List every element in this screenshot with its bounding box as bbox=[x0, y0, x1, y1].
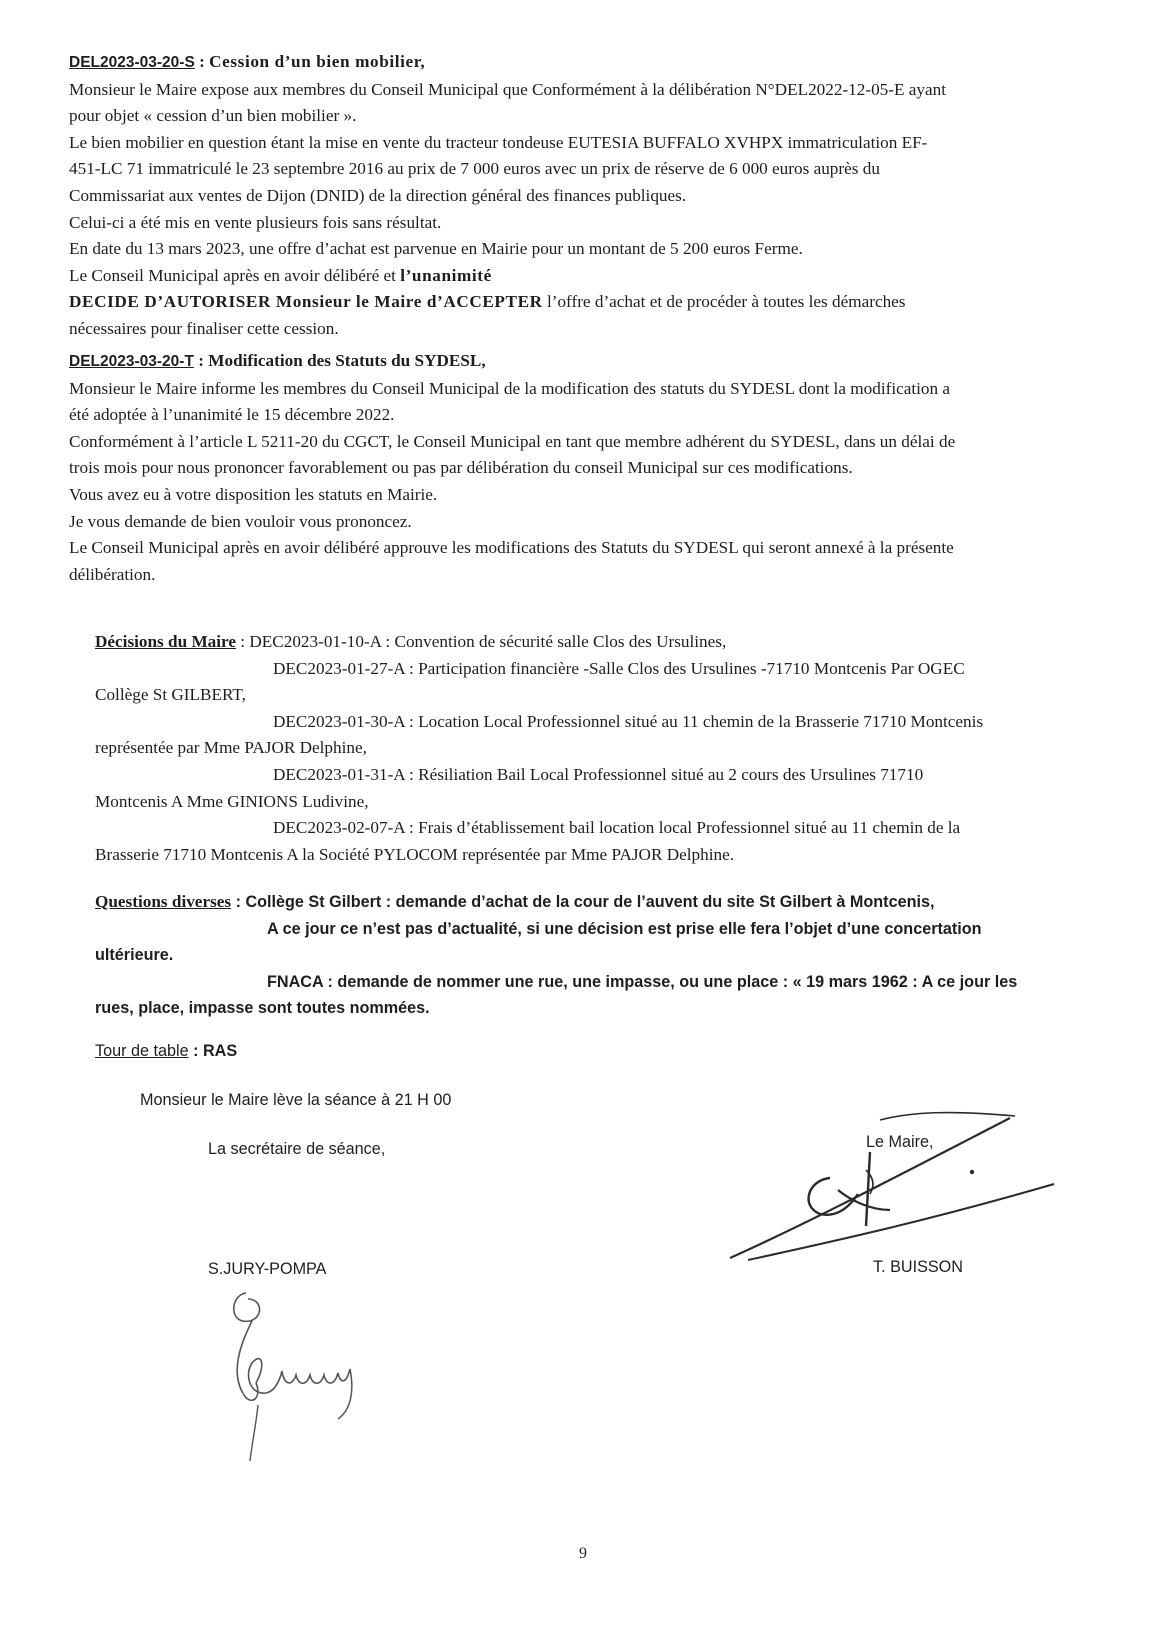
vote-line: Le Conseil Municipal après en avoir délibéré et l’unanimité bbox=[69, 265, 492, 285]
deliberation-code: DEL2023-03-20-S bbox=[69, 54, 195, 71]
question-line: Questions diverses : Collège St Gilbert : demande d’achat de la cour de l’auvent du site St Gilbert à Montcenis, bbox=[95, 892, 935, 911]
body-line: Monsieur le Maire expose aux membres du Conseil Municipal que Conformément à la délibération N°DEL2022-12-05-E ayant bbox=[69, 79, 946, 99]
deliberation-code: DEL2023-03-20-T bbox=[69, 353, 194, 370]
body-line: Celui-ci a été mis en vente plusieurs fois sans résultat. bbox=[69, 212, 442, 232]
secretary-title: La secrétaire de séance, bbox=[208, 1140, 386, 1158]
body-line: Vous avez eu à votre disposition les statuts en Mairie. bbox=[69, 484, 438, 504]
body-line: trois mois pour nous prononcer favorablement ou pas par délibération du conseil Municipal sur ces modifications. bbox=[69, 458, 853, 478]
decision-item: DEC2023-01-27-A : Participation financière -Salle Clos des Ursulines -71710 Montcenis Par OGEC bbox=[273, 658, 965, 678]
decisions-label: Décisions du Maire bbox=[95, 632, 236, 651]
decision-item-cont: Collège St GILBERT, bbox=[95, 685, 246, 705]
body-line: été adoptée à l’unanimité le 15 décembre 2022. bbox=[69, 405, 395, 425]
secretary-name: S.JURY-POMPA bbox=[208, 1260, 327, 1278]
body-line: Le Conseil Municipal après en avoir délibéré approuve les modifications des Statuts du SYDESL qui seront annexé à la présente bbox=[69, 538, 954, 558]
body-line: pour objet « cession d’un bien mobilier ». bbox=[69, 106, 357, 126]
decision-bold: DECIDE D’AUTORISER Monsieur le Maire d’ACCEPTER bbox=[69, 292, 543, 312]
body-line: Le bien mobilier en question étant la mise en vente du tracteur tondeuse EUTESIA BUFFALO XVHPX immatriculation EF- bbox=[69, 132, 928, 152]
deliberation-heading: DEL2023-03-20-T : Modification des Statuts du SYDESL, bbox=[69, 351, 486, 370]
decision-item-cont: représentée par Mme PAJOR Delphine, bbox=[95, 738, 367, 758]
deliberation-title: Cession d’un bien mobilier, bbox=[209, 52, 426, 71]
decision-item-cont: Brasserie 71710 Montcenis A la Société PYLOCOM représentée par Mme PAJOR Delphine. bbox=[95, 844, 735, 864]
page-number: 9 bbox=[579, 1545, 587, 1562]
body-line: délibération. bbox=[69, 564, 156, 584]
body-line: En date du 13 mars 2023, une offre d’achat est parvenue en Mairie pour un montant de 5 200 euros Ferme. bbox=[69, 239, 803, 259]
body-line: Je vous demande de bien vouloir vous prononcez. bbox=[69, 511, 412, 531]
vote-result: l’unanimité bbox=[400, 265, 492, 285]
tour-de-table-value: : RAS bbox=[188, 1042, 238, 1060]
body-line: Monsieur le Maire informe les membres du Conseil Municipal de la modification des statuts du SYDESL dont la modification a bbox=[69, 378, 951, 398]
body-line: Commissariat aux ventes de Dijon (DNID) de la direction général des finances publiques. bbox=[69, 185, 687, 205]
body-line: Conformément à l’article L 5211-20 du CGCT, le Conseil Municipal en tant que membre adhérent du SYDESL, dans un délai de bbox=[69, 431, 956, 451]
questions-diverses bbox=[95, 889, 1095, 1022]
deliberation-statuts bbox=[69, 348, 1109, 588]
secretary-signature bbox=[222, 1285, 372, 1465]
deliberation-heading: DEL2023-03-20-S : Cession d’un bien mobilier, bbox=[69, 52, 426, 71]
deliberation-cession bbox=[69, 49, 1109, 343]
answer-line-cont: ultérieure. bbox=[95, 946, 174, 965]
decision-item-cont: Montcenis A Mme GINIONS Ludivine, bbox=[95, 791, 369, 811]
closing-line: Monsieur le Maire lève la séance à 21 H 00 bbox=[140, 1091, 452, 1109]
tour-de-table-label: Tour de table bbox=[95, 1042, 189, 1060]
mayor-signature bbox=[720, 1110, 1060, 1270]
mayor-name: T. BUISSON bbox=[873, 1258, 963, 1276]
decision-item: DEC2023-01-30-A : Location Local Professionnel situé au 11 chemin de la Brasserie 71710 Montcenis bbox=[273, 711, 984, 731]
decision-line: DECIDE D’AUTORISER Monsieur le Maire d’ACCEPTER l’offre d’achat et de procéder à toutes les démarches bbox=[69, 292, 906, 312]
answer-line: A ce jour ce n’est pas d’actualité, si une décision est prise elle fera l’objet d’une concertation bbox=[267, 919, 982, 938]
body-line: 451-LC 71 immatriculé le 23 septembre 2016 au prix de 7 000 euros avec un prix de réserve de 6 000 euros auprès du bbox=[69, 159, 880, 179]
tour-de-table bbox=[95, 1042, 237, 1061]
mayor-title: Le Maire, bbox=[866, 1133, 934, 1151]
decision-item: DEC2023-01-31-A : Résiliation Bail Local Professionnel situé au 2 cours des Ursulines 71710 bbox=[273, 764, 924, 784]
mayor-decisions bbox=[95, 629, 1095, 868]
deliberation-title: Modification des Statuts du SYDESL, bbox=[208, 351, 486, 370]
body-line: nécessaires pour finaliser cette cession. bbox=[69, 318, 339, 338]
decisions-first-line: Décisions du Maire : DEC2023-01-10-A : Convention de sécurité salle Clos des Ursulines, bbox=[95, 632, 727, 651]
decision-item: DEC2023-02-07-A : Frais d’établissement bail location local Professionnel situé au 11 chemin de la bbox=[273, 818, 961, 838]
question-line: FNACA : demande de nommer une rue, une impasse, ou une place : « 19 mars 1962 : A ce jour les bbox=[267, 972, 1018, 991]
question-line-cont: rues, place, impasse sont toutes nommées. bbox=[95, 999, 430, 1018]
questions-label: Questions diverses bbox=[95, 892, 232, 911]
